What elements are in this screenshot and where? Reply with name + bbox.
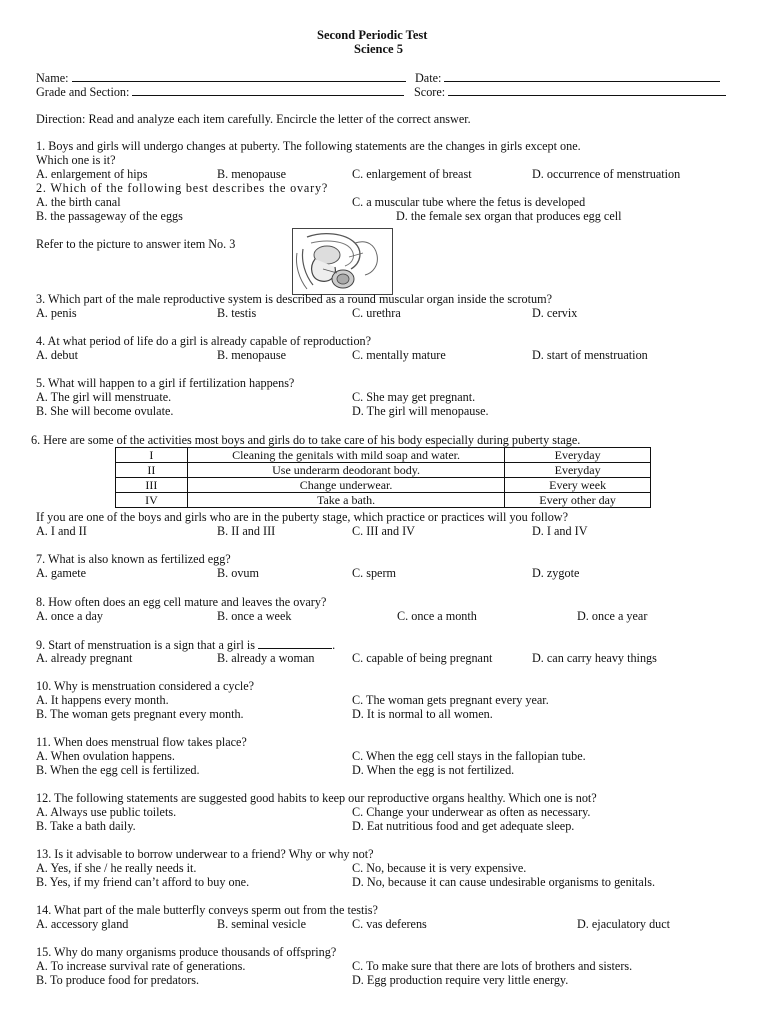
question-13: 13. Is it advisable to borrow underwear to a friend? Why or why not? [36, 847, 374, 861]
q3-choice-c[interactable]: C. urethra [352, 306, 401, 320]
q11-choice-b[interactable]: B. When the egg cell is fertilized. [36, 763, 200, 777]
score-blank[interactable] [448, 84, 726, 96]
q12-choice-a[interactable]: A. Always use public toilets. [36, 805, 177, 819]
question-1-cont: Which one is it? [36, 153, 116, 167]
q3-choice-a[interactable]: A. penis [36, 306, 77, 320]
q11-choice-a[interactable]: A. When ovulation happens. [36, 749, 175, 763]
q11-choice-c[interactable]: C. When the egg cell stays in the fallopian tube. [352, 749, 586, 763]
q10-choice-b[interactable]: B. The woman gets pregnant every month. [36, 707, 244, 721]
question-15: 15. Why do many organisms produce thousands of offspring? [36, 945, 337, 959]
q4-choice-d[interactable]: D. start of menstruation [532, 348, 648, 362]
table-cell-frequency: Everyday [505, 448, 651, 463]
q8-choice-b[interactable]: B. once a week [217, 609, 292, 623]
q6-choice-d[interactable]: D. I and IV [532, 524, 588, 538]
score-field [414, 84, 726, 99]
q13-choice-d[interactable]: D. No, because it can cause undesirable organisms to genitals. [352, 875, 656, 889]
q10-choice-c[interactable]: C. The woman gets pregnant every year. [352, 693, 549, 707]
q14-choice-a[interactable]: A. accessory gland [36, 917, 129, 931]
q5-choice-a[interactable]: A. The girl will menstruate. [36, 390, 172, 404]
table-cell-frequency: Everyday [505, 463, 651, 478]
activities-table [115, 447, 651, 508]
q5-choice-c[interactable]: C. She may get pregnant. [352, 390, 476, 404]
q12-choice-c[interactable]: C. Change your underwear as often as necessary. [352, 805, 591, 819]
q8-choice-a[interactable]: A. once a day [36, 609, 104, 623]
q13-choice-c[interactable]: C. No, because it is very expensive. [352, 861, 527, 875]
question-4: 4. At what period of life do a girl is already capable of reproduction? [36, 334, 372, 348]
question-9-text: 9. Start of menstruation is a sign that a girl is [36, 638, 256, 652]
q3-choice-b[interactable]: B. testis [217, 306, 257, 320]
q4-choice-a[interactable]: A. debut [36, 348, 78, 362]
q7-choice-d[interactable]: D. zygote [532, 566, 580, 580]
q1-choice-c[interactable]: C. enlargement of breast [352, 167, 472, 181]
q15-choice-a[interactable]: A. To increase survival rate of generations. [36, 959, 246, 973]
q9-choice-a[interactable]: A. already pregnant [36, 651, 133, 665]
q14-choice-c[interactable]: C. vas deferens [352, 917, 427, 931]
table-cell-activity: Cleaning the genitals with mild soap and water. [187, 448, 504, 463]
q7-choice-b[interactable]: B. ovum [217, 566, 259, 580]
q7-choice-a[interactable]: A. gamete [36, 566, 87, 580]
table-row [116, 463, 651, 478]
q2-choice-a[interactable]: A. the birth canal [36, 195, 121, 209]
q15-choice-b[interactable]: B. To produce food for predators. [36, 973, 200, 987]
q4-choice-b[interactable]: B. menopause [217, 348, 287, 362]
q3-choice-d[interactable]: D. cervix [532, 306, 578, 320]
q6-choice-a[interactable]: A. I and II [36, 524, 87, 538]
grade-field [36, 84, 404, 99]
table-cell-numeral: I [116, 448, 188, 463]
q13-choice-b[interactable]: B. Yes, if my friend can’t afford to buy one. [36, 875, 250, 889]
name-label: Name: [36, 71, 69, 85]
q10-choice-d[interactable]: D. It is normal to all women. [352, 707, 493, 721]
q5-choice-b[interactable]: B. She will become ovulate. [36, 404, 174, 418]
table-row [116, 493, 651, 508]
direction: Direction: Read and analyze each item carefully. Encircle the letter of the correct answer. [36, 112, 471, 126]
test-title: Second Periodic Test [317, 28, 428, 42]
question-5: 5. What will happen to a girl if fertilization happens? [36, 376, 295, 390]
q9-choice-c[interactable]: C. capable of being pregnant [352, 651, 493, 665]
name-field [36, 70, 406, 85]
question-10: 10. Why is menstruation considered a cycle? [36, 679, 255, 693]
q14-choice-d[interactable]: D. ejaculatory duct [577, 917, 671, 931]
q13-choice-a[interactable]: A. Yes, if she / he really needs it. [36, 861, 197, 875]
q12-choice-b[interactable]: B. Take a bath daily. [36, 819, 136, 833]
date-label: Date: [415, 71, 442, 85]
question-12: 12. The following statements are suggested good habits to keep our reproductive organs healthy. Which one is not? [36, 791, 597, 805]
reproductive-system-figure [292, 228, 393, 295]
q1-choice-a[interactable]: A. enlargement of hips [36, 167, 148, 181]
question-2: 2. Which of the following best describes the ovary? [36, 181, 329, 195]
name-blank[interactable] [72, 70, 406, 82]
table-row [116, 478, 651, 493]
q8-choice-c[interactable]: C. once a month [397, 609, 477, 623]
table-cell-numeral: III [116, 478, 188, 493]
q9-choice-b[interactable]: B. already a woman [217, 651, 315, 665]
table-cell-activity: Take a bath. [187, 493, 504, 508]
table-cell-numeral: II [116, 463, 188, 478]
question-6: 6. Here are some of the activities most boys and girls do to take care of his body especially during puberty stage. [31, 433, 581, 447]
question-11: 11. When does menstrual flow takes place? [36, 735, 247, 749]
q4-choice-c[interactable]: C. mentally mature [352, 348, 446, 362]
q10-choice-a[interactable]: A. It happens every month. [36, 693, 169, 707]
table-cell-activity: Change underwear. [187, 478, 504, 493]
question-8: 8. How often does an egg cell mature and leaves the ovary? [36, 595, 327, 609]
q1-choice-b[interactable]: B. menopause [217, 167, 287, 181]
question-14: 14. What part of the male butterfly conveys sperm out from the testis? [36, 903, 378, 917]
question-1: 1. Boys and girls will undergo changes at puberty. The following statements are the changes in girls except one. [36, 139, 581, 153]
q12-choice-d[interactable]: D. Eat nutritious food and get adequate sleep. [352, 819, 575, 833]
question-9 [36, 637, 335, 652]
q14-choice-b[interactable]: B. seminal vesicle [217, 917, 307, 931]
q9-answer-blank[interactable] [258, 637, 332, 649]
table-cell-numeral: IV [116, 493, 188, 508]
q2-choice-c[interactable]: C. a muscular tube where the fetus is developed [352, 195, 586, 209]
score-label: Score: [414, 85, 446, 99]
q7-choice-c[interactable]: C. sperm [352, 566, 397, 580]
q6-choice-c[interactable]: C. III and IV [352, 524, 415, 538]
q5-choice-d[interactable]: D. The girl will menopause. [352, 404, 489, 418]
q2-choice-d[interactable]: D. the female sex organ that produces egg cell [396, 209, 622, 223]
question-3: 3. Which part of the male reproductive system is described as a round muscular organ inside the scrotum? [36, 292, 553, 306]
q15-choice-d[interactable]: D. Egg production require very little energy. [352, 973, 569, 987]
q11-choice-d[interactable]: D. When the egg is not fertilized. [352, 763, 515, 777]
q1-choice-d[interactable]: D. occurrence of menstruation [532, 167, 681, 181]
male-reproductive-diagram-icon [293, 229, 392, 294]
q15-choice-c[interactable]: C. To make sure that there are lots of brothers and sisters. [352, 959, 633, 973]
test-subject: Science 5 [354, 42, 403, 56]
question-6-follow: If you are one of the boys and girls who are in the puberty stage, which practice or practices will you follow? [36, 510, 569, 524]
refer-note: Refer to the picture to answer item No. 3 [36, 237, 236, 251]
question-9-period: . [332, 638, 336, 652]
table-cell-frequency: Every week [505, 478, 651, 493]
q9-choice-d[interactable]: D. can carry heavy things [532, 651, 657, 665]
table-cell-activity: Use underarm deodorant body. [187, 463, 504, 478]
q8-choice-d[interactable]: D. once a year [577, 609, 648, 623]
grade-blank[interactable] [132, 84, 404, 96]
table-row [116, 448, 651, 463]
grade-label: Grade and Section: [36, 85, 130, 99]
question-7: 7. What is also known as fertilized egg? [36, 552, 231, 566]
q6-choice-b[interactable]: B. II and III [217, 524, 276, 538]
date-field [415, 70, 720, 85]
table-cell-frequency: Every other day [505, 493, 651, 508]
date-blank[interactable] [444, 70, 720, 82]
q2-choice-b[interactable]: B. the passageway of the eggs [36, 209, 183, 223]
